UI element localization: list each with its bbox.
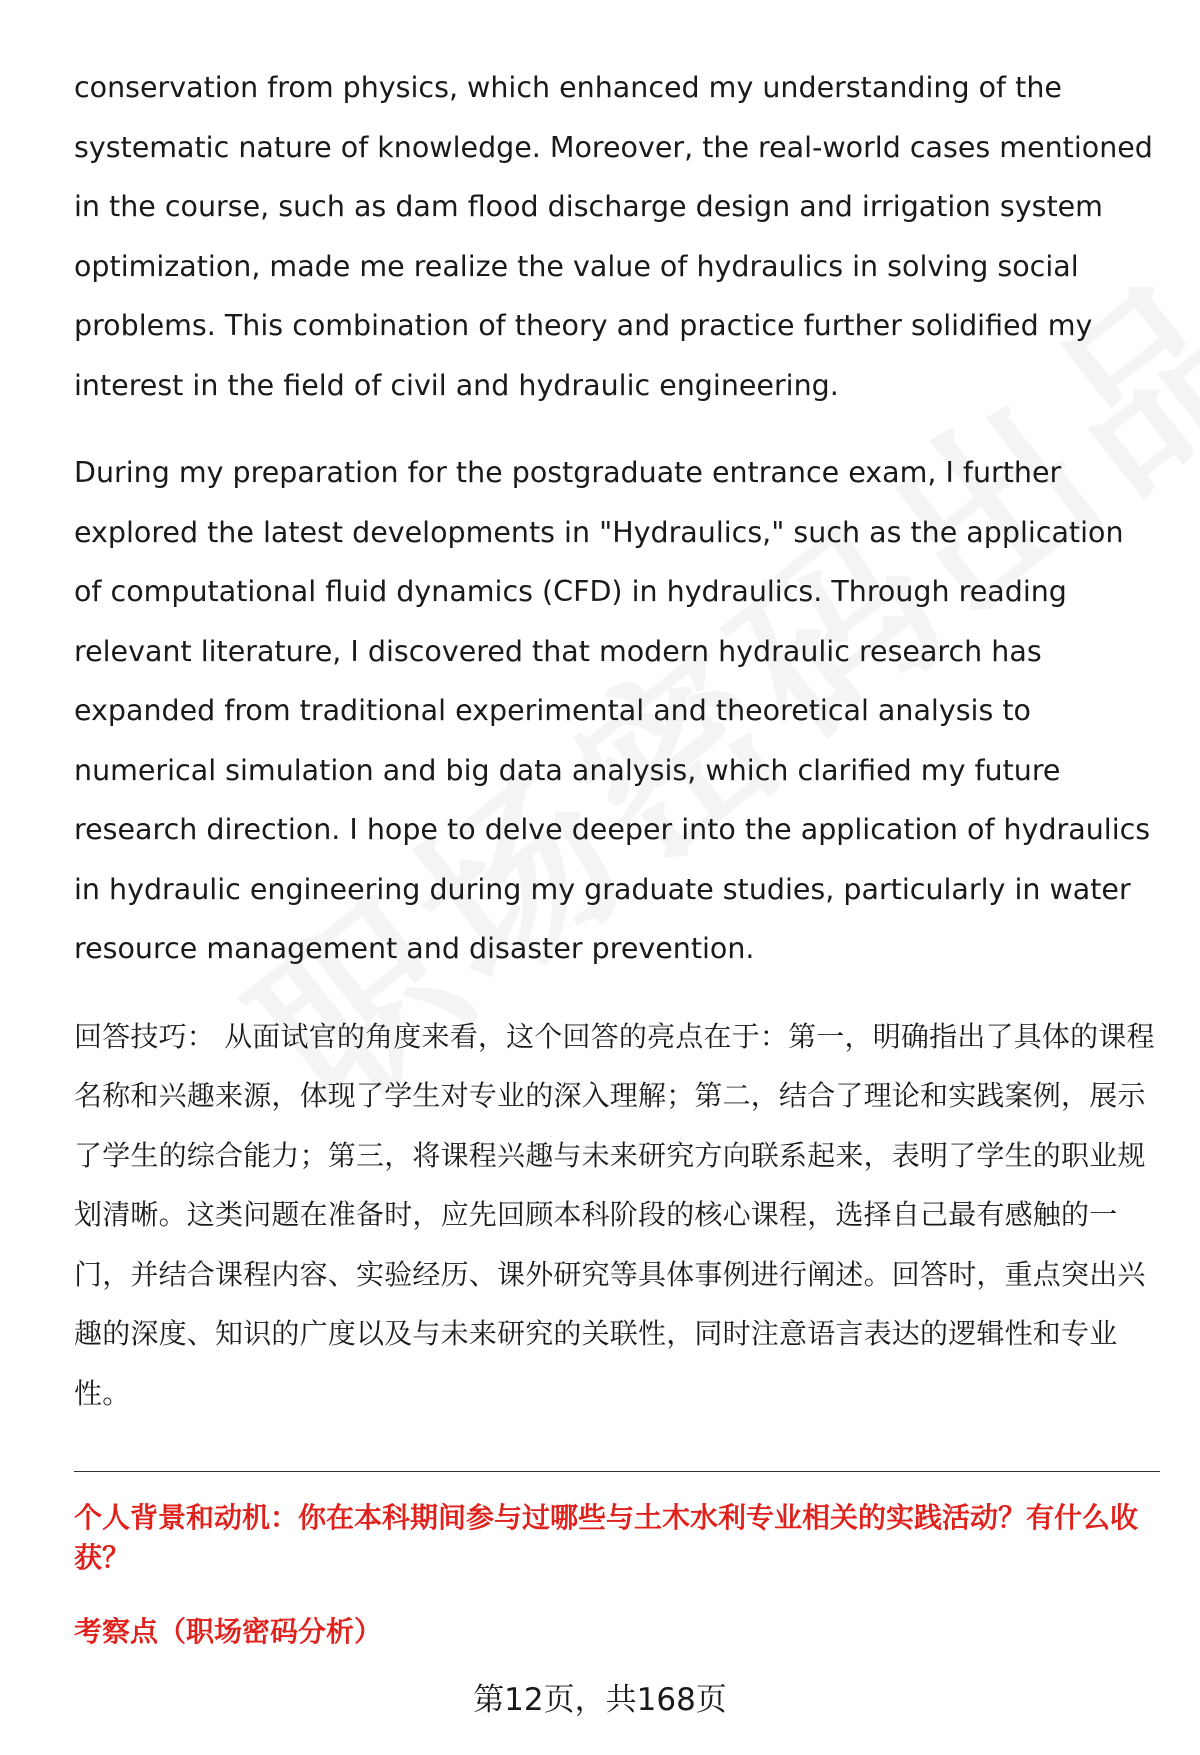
question-heading: 个人背景和动机：你在本科期间参与过哪些与土木水利专业相关的实践活动？有什么收获？ — [74, 1501, 1139, 1574]
section-divider — [74, 1471, 1160, 1472]
paragraph-1: conservation from physics, which enhanced my understanding of the systematic nature of knowledge. Moreover, the real-world cases mentioned in the course, such as dam flood discharge design and irrigation system optimization, made me realize the value of hydraulics in solving social problems. This combination of theory and practice further solidified my interest in the field of civil and hydraulic engineering. — [74, 71, 1153, 402]
document-body — [74, 58, 1160, 1652]
answer-tips-paragraph: 回答技巧： 从面试官的角度来看，这个回答的亮点在于：第一，明确指出了具体的课程名称和兴趣来源，体现了学生对专业的深入理解；第二，结合了理论和实践案例，展示了学生的综合能力；第三，将课程兴趣与未来研究方向联系起来，表明了学生的职业规划清晰。这类问题在准备时，应先回顾本科阶段的核心课程，选择自己最有感触的一门，并结合课程内容、实验经历、课外研究等具体事例进行阐述。回答时，重点突出兴趣的深度、知识的广度以及与未来研究的关联性，同时注意语言表达的逻辑性和专业性。 — [74, 1019, 1155, 1410]
page-number: 第12页，共168页 — [473, 1682, 727, 1718]
paragraph-2: During my preparation for the postgraduate entrance exam, I further explored the latest developments in "Hydraulics," such as the application of computational fluid dynamics (CFD) in hydraulics. Through reading relevant literature, I discovered that modern hydraulic research has expanded from traditional experimental and theoretical analysis to numerical simulation and big data analysis, which clarified my future research direction. I hope to delve deeper into the application of hydraulics in hydraulic engineering during my graduate studies, particularly in water resource management and disaster prevention. — [74, 456, 1151, 965]
assessment-subheading: 考察点（职场密码分析） — [74, 1615, 383, 1648]
